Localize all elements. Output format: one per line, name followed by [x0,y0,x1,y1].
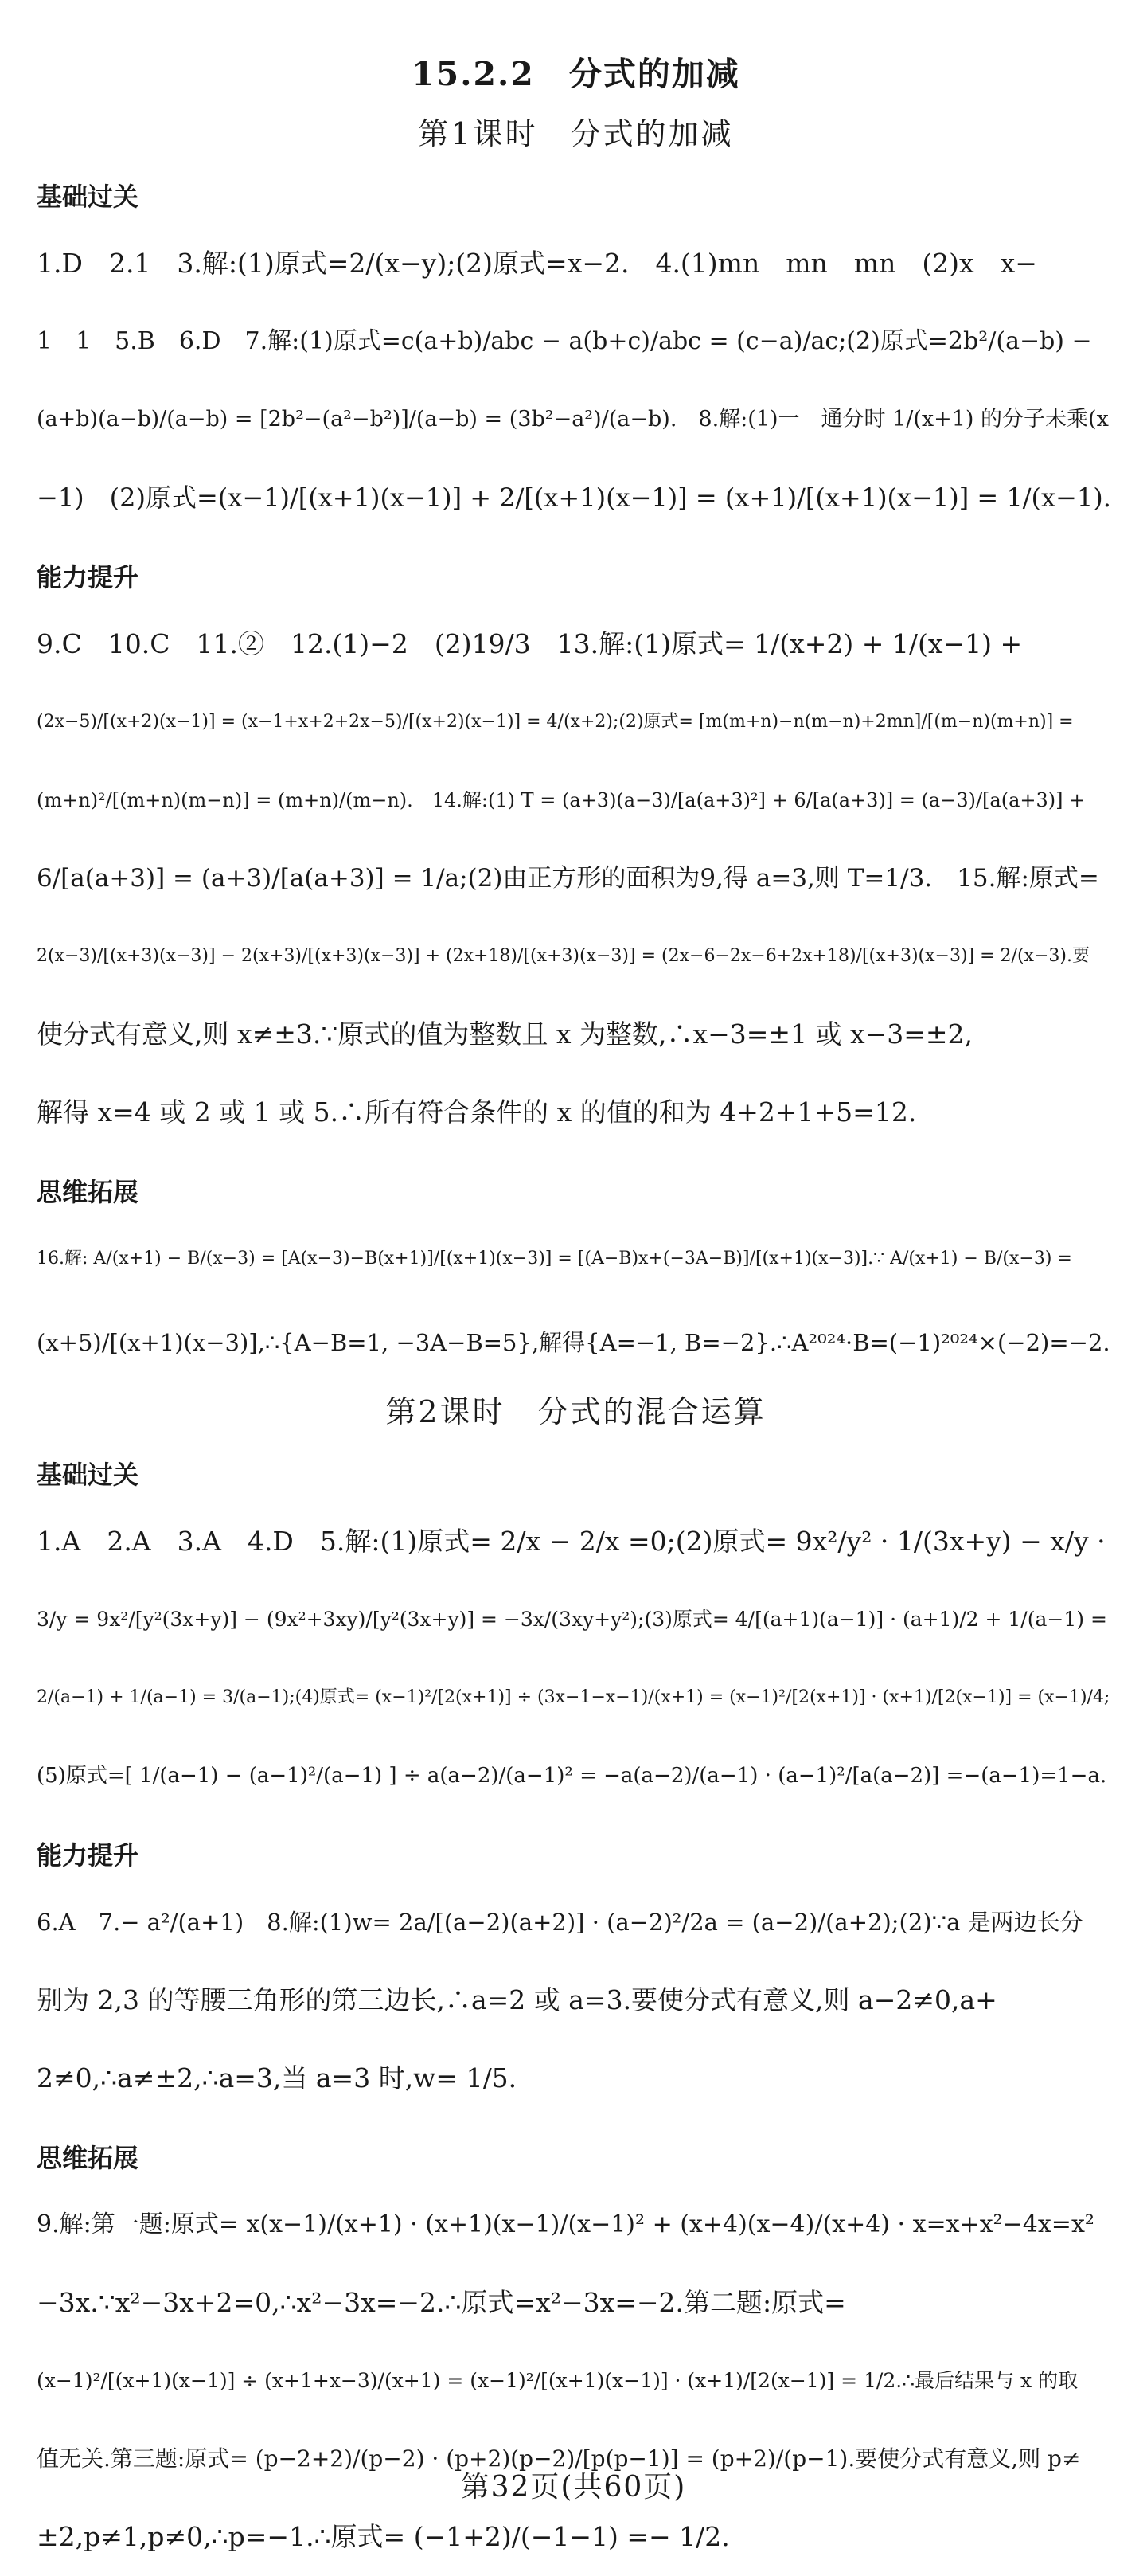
lesson-1-extension-heading: 思维拓展 [37,1177,139,1207]
section-title: 15.2.2 分式的加减 [412,55,740,93]
answer-line: −3x.∵x²−3x+2=0,∴x²−3x=−2.∴原式=x²−3x=−2.第二题:原式= [37,2287,846,2318]
lesson-1-title: 第1课时 分式的加减 [418,116,734,151]
lesson-2-basic-heading: 基础过关 [37,1460,139,1490]
answer-line: (2x−5)/[(x+2)(x−1)] = (x−1+x+2+2x−5)/[(x+2)(x−1)] = 4/(x+2);(2)原式= [m(m+n)−n(m−n)+2mn]/[(m−n)(m+n)] = [37,712,1074,732]
lesson-2-ability-heading: 能力提升 [37,1840,139,1870]
answer-line: (m+n)²/[(m+n)(m−n)] = (m+n)/(m−n). 14.解:(1) T = (a+3)(a−3)/[a(a+3)²] + 6/[a(a+3)] = (a−3)/[a(a+3)] + [37,789,1086,811]
answer-line: 6.A 7.− a²/(a+1) 8.解:(1)w= 2a/[(a−2)(a+2)] · (a−2)²/2a = (a−2)/(a+2);(2)∵a 是两边长分 [37,1909,1083,1936]
answer-line: (x−1)²/[(x+1)(x−1)] ÷ (x+1+x−3)/(x+1) = (x−1)²/[(x+1)(x−1)] · (x+1)/[2(x−1)] = 1/2.∴最后结果与 x 的取 [37,2369,1079,2392]
answer-line: 别为 2,3 的等腰三角形的第三边长,∴a=2 或 a=3.要使分式有意义,则 a−2≠0,a+ [37,1984,997,2015]
lesson-1-basic-heading: 基础过关 [37,182,139,212]
answer-line: 6/[a(a+3)] = (a+3)/[a(a+3)] = 1/a;(2)由正方形的面积为9,得 a=3,则 T=1/3. 15.解:原式= [37,864,1099,893]
answer-line: 值无关.第三题:原式= (p−2+2)/(p−2) · (p+2)(p−2)/[p(p−1)] = (p+2)/(p−1).要使分式有意义,则 p≠ [37,2445,1081,2472]
answer-line: 1.D 2.1 3.解:(1)原式=2/(x−y);(2)原式=x−2. 4.(1)mn mn mn (2)x x− [37,248,1037,279]
answer-line: 9.C 10.C 11.② 12.(1)−2 (2)19/3 13.解:(1)原式= 1/(x+2) + 1/(x−1) + [37,628,1023,659]
page-number: 第32页(共60页) [460,2471,687,2504]
answer-line: 9.解:第一题:原式= x(x−1)/(x+1) · (x+1)(x−1)/(x−1)² + (x+4)(x−4)/(x+4) · x=x+x²−4x=x² [37,2211,1094,2238]
answer-line: −1) (2)原式=(x−1)/[(x+1)(x−1)] + 2/[(x+1)(x−1)] = (x+1)/[(x+1)(x−1)] = 1/(x−1). [37,483,1111,513]
answer-line: 3/y = 9x²/[y²(3x+y)] − (9x²+3xy)/[y²(3x+y)] = −3x/(3xy+y²);(3)原式= 4/[(a+1)(a−1)] · (a+1)/2 + 1/(a−1) = [37,1608,1107,1631]
answer-line: ±2,p≠1,p≠0,∴p=−1.∴原式= (−1+2)/(−1−1) =− 1/2. [37,2521,730,2552]
answer-line: (x+5)/[(x+1)(x−3)],∴{A−B=1, −3A−B=5},解得{A=−1, B=−2}.∴A²⁰²⁴·B=(−1)²⁰²⁴×(−2)=−2. [37,1329,1110,1356]
answer-line: 使分式有意义,则 x≠±3.∵原式的值为整数且 x 为整数,∴x−3=±1 或 x−3=±2, [37,1018,973,1050]
answer-line: 解得 x=4 或 2 或 1 或 5.∴所有符合条件的 x 的值的和为 4+2+1+5=12. [37,1096,917,1128]
lesson-2-title: 第2课时 分式的混合运算 [385,1394,767,1429]
answer-line: 2(x−3)/[(x+3)(x−3)] − 2(x+3)/[(x+3)(x−3)] + (2x+18)/[(x+3)(x−3)] = (2x−6−2x−6+2x+18)/[(x+3)(x−3)] = 2/(x−3).要 [37,946,1090,966]
answer-line: 1 1 5.B 6.D 7.解:(1)原式=c(a+b)/abc − a(b+c)/abc = (c−a)/ac;(2)原式=2b²/(a−b) − [37,327,1092,355]
answer-line: (5)原式=[ 1/(a−1) − (a−1)²/(a−1) ] ÷ a(a−2)/(a−1)² = −a(a−2)/(a−1) · (a−1)²/[a(a−2)] =−(a−1)=1−a. [37,1764,1107,1788]
answer-line: 2≠0,∴a≠±2,∴a=3,当 a=3 时,w= 1/5. [37,2062,517,2093]
lesson-1-ability-heading: 能力提升 [37,562,139,592]
answer-line: 16.解: A/(x+1) − B/(x−3) = [A(x−3)−B(x+1)]/[(x+1)(x−3)] = [(A−B)x+(−3A−B)]/[(x+1)(x−3)].∵ A/(x+1) − B/(x−3) = [37,1249,1072,1268]
answer-line: 1.A 2.A 3.A 4.D 5.解:(1)原式= 2/x − 2/x =0;(2)原式= 9x²/y² · 1/(3x+y) − x/y · [37,1526,1106,1557]
lesson-2-extension-heading: 思维拓展 [37,2143,139,2173]
answer-line: (a+b)(a−b)/(a−b) = [2b²−(a²−b²)]/(a−b) = (3b²−a²)/(a−b). 8.解:(1)一 通分时 1/(x+1) 的分子未乘(x [37,407,1109,432]
answer-line: 2/(a−1) + 1/(a−1) = 3/(a−1);(4)原式= (x−1)²/[2(x+1)] ÷ (3x−1−x−1)/(x+1) = (x−1)²/[2(x+1)] · (x+1)/[2(x−1)] = (x−1)/4; [37,1687,1110,1707]
